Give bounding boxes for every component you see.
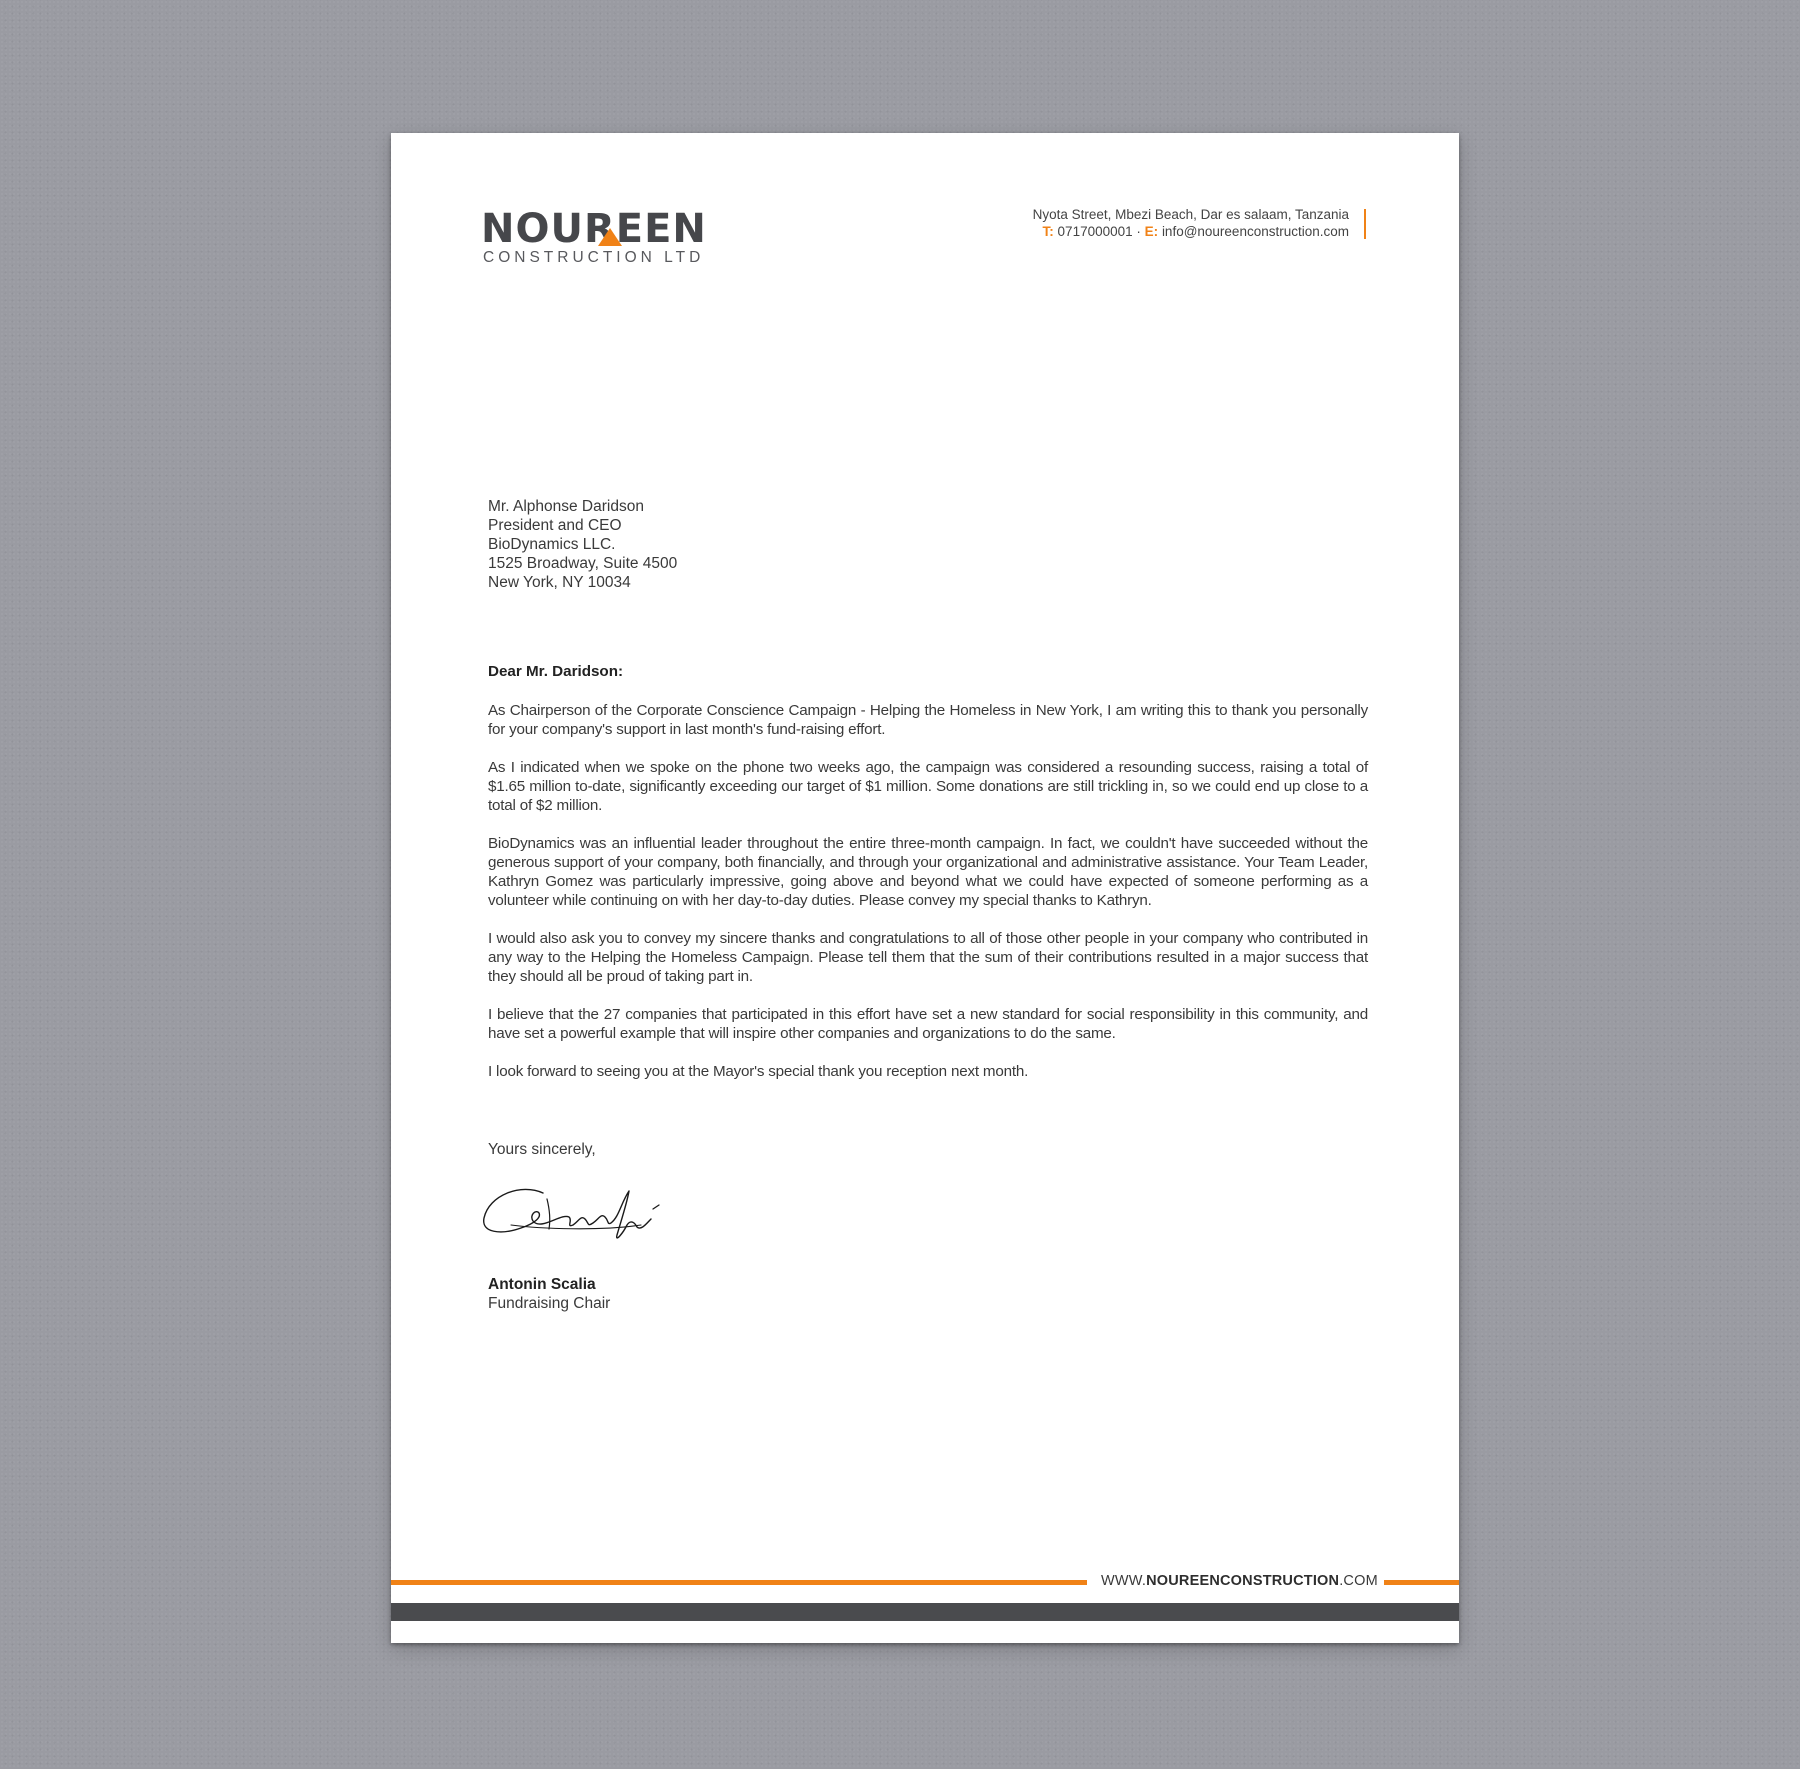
contact-separator: · [1136,224,1141,239]
email-address: info@noureenconstruction.com [1161,224,1349,239]
logo-subtitle: CONSTRUCTION LTD [483,249,705,266]
footer-accent-line-right [1384,1580,1459,1585]
url-prefix: WWW. [1101,1573,1147,1589]
recipient-line: 1525 Broadway, Suite 4500 [488,555,678,572]
recipient-line: New York, NY 10034 [488,574,631,591]
phone-label: T: [1042,224,1054,239]
phone-number: 0717000001 [1057,224,1133,239]
logo-name: NOUREEN [481,206,707,252]
recipient-address [488,497,677,592]
letterhead-page [391,133,1459,1643]
signer-name: Antonin Scalia [488,1276,596,1293]
letter-paragraph: BioDynamics was an influential leader throughout the entire three-month campaign. In fact, we couldn't have succeeded without the generous support of your company, both financially, and through your organizational and administrative assistance. Your Team Leader, Kathryn Gomez was particularly impressive, going above and beyond what we could have expected of someone performing as a volunteer while continuing on with her day-to-day duties. Please convey my special thanks to Kathryn. [488,835,1368,909]
closing: Yours sincerely, [488,1141,596,1158]
letter-paragraph: I believe that the 27 companies that participated in this effort have set a new standard for social responsibility in this community, and have set a powerful example that will inspire other companies and organizations to do the same. [488,1006,1368,1042]
header-contact [1033,206,1349,240]
letter-paragraph: As Chairperson of the Corporate Conscience Campaign - Helping the Homeless in New York, I am writing this to thank you personally for your company's support in last month's fund-raising effort. [488,702,1368,738]
signer-title: Fundraising Chair [488,1295,611,1312]
url-main: NOUREENCONSTRUCTION [1146,1573,1340,1589]
salutation: Dear Mr. Daridson: [488,663,624,680]
signature [481,1173,671,1253]
letter-paragraph: I look forward to seeing you at the Mayor's special thank you reception next month. [488,1063,1029,1080]
footer-website-link[interactable] [1101,1573,1378,1589]
footer-accent-line-left [391,1580,1087,1585]
logo-triangle-icon [598,228,622,246]
footer-dark-band [391,1603,1459,1621]
recipient-line: Mr. Alphonse Daridson [488,498,644,515]
email-label: E: [1144,224,1159,239]
letter-paragraph: I would also ask you to convey my sincere thanks and congratulations to all of those other people in your company who contributed in any way to the Helping the Homeless Campaign. Please tell them that the sum of their contributions resulted in a major success that they should all be proud of taking part in. [488,930,1368,985]
url-suffix: .COM [1339,1573,1378,1589]
letter-body [488,662,1368,1100]
recipient-line: BioDynamics LLC. [488,536,616,553]
header-accent-bar [1364,209,1366,239]
letter-paragraph: As I indicated when we spoke on the phone two weeks ago, the campaign was considered a resounding success, raising a total of $1.65 million to-date, significantly exceeding our target of $1 million. Some donations are still trickling in, so we could end up close to a total of $2 million. [488,759,1368,814]
header-address: Nyota Street, Mbezi Beach, Dar es salaam, Tanzania [1032,207,1349,222]
header-contact-line [1033,223,1349,240]
signer-block [488,1275,610,1313]
recipient-line: President and CEO [488,517,622,534]
company-logo [481,205,741,277]
